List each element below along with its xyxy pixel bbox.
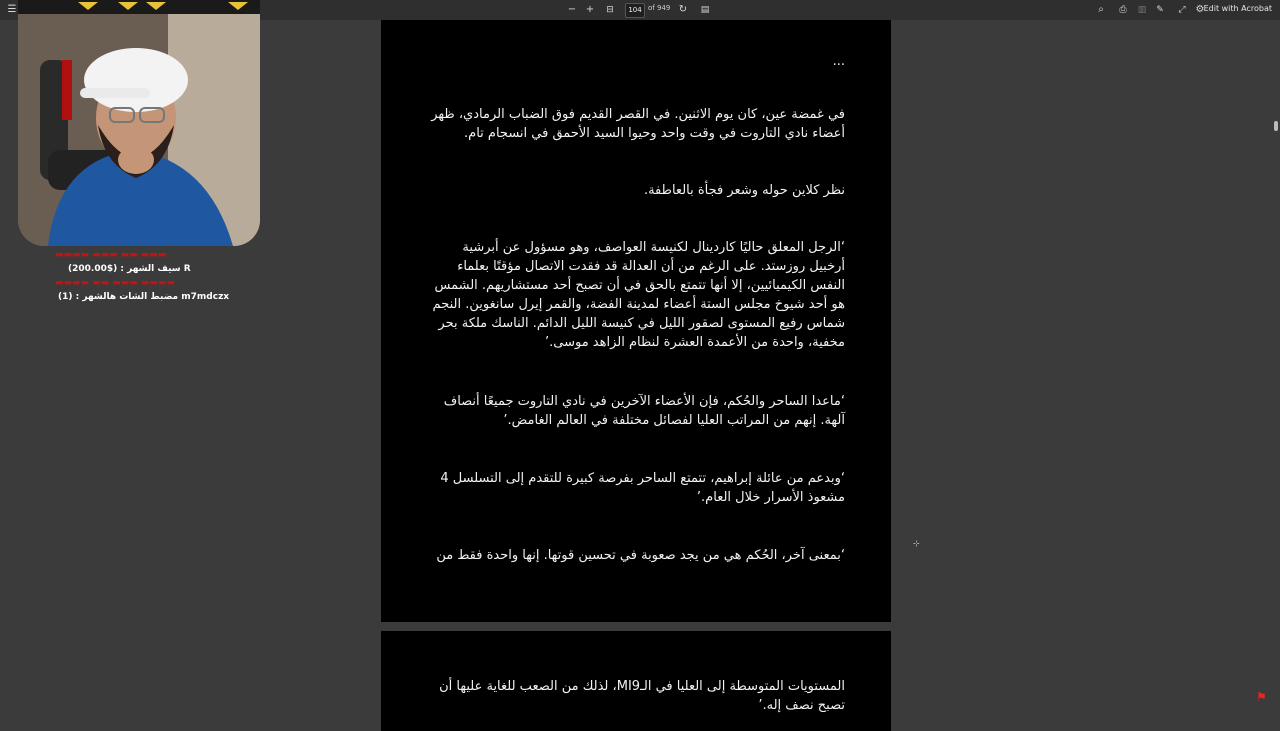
page-view-icon[interactable]: ▤ bbox=[700, 5, 710, 15]
fit-page-icon[interactable]: ⊟ bbox=[606, 5, 614, 15]
scrollbar-thumb[interactable] bbox=[1274, 121, 1278, 131]
annotate-icon[interactable]: ✎ bbox=[1156, 5, 1164, 15]
menu-icon[interactable]: ☰ bbox=[7, 4, 17, 15]
paragraph-4: ‘ماعدا الساحر والحُكم، فإن الأعضاء الآخرين في نادي التاروت جميعًا أنصاف آلهة. إنهم من المراتب العليا لفصائل مختلفة في العالم الغامض.’ bbox=[443, 394, 845, 428]
edit-with-acrobat-button[interactable]: Edit with Acrobat bbox=[1203, 4, 1272, 13]
overlay-red-line: ▬▬▬▬ ▬▬▬ ▬▬ ▬▬▬ bbox=[55, 250, 167, 260]
overlay-chat-moderator: مضبط الشات هالشهر : (1) m7mdczx bbox=[58, 292, 230, 302]
webcam-feed-image bbox=[18, 0, 260, 246]
zoom-out-button[interactable]: − bbox=[567, 4, 577, 15]
print-icon[interactable]: ⎙ bbox=[1119, 5, 1127, 15]
paragraph-2: نظر كلاين حوله وشعر فجأة بالعاطفة. bbox=[643, 183, 845, 198]
paragraph-7: المستويات المتوسطة إلى العليا في الـMI9، لذلك من الصعب للغاية عليها أن تصبح نصف إله.’ bbox=[439, 679, 845, 713]
paragraph-6: ‘بمعنى آخر، الحُكم هي من يجد صعوبة في تحسين قوتها. إنها واحدة فقط من bbox=[436, 548, 845, 563]
overlay-monthly-sword: سيف الشهر : ($200.00) R bbox=[68, 264, 191, 274]
pdf-page-104 bbox=[381, 20, 891, 622]
ellipsis-text: ... bbox=[832, 54, 845, 69]
search-icon[interactable]: ⌕ bbox=[1098, 4, 1104, 15]
fullscreen-icon[interactable]: ⤢ bbox=[1178, 5, 1186, 15]
settings-gear-icon[interactable]: ⚙ bbox=[1195, 4, 1205, 15]
save-icon[interactable]: ▥ bbox=[1137, 5, 1147, 15]
acrobat-logo-icon[interactable]: ⚑ bbox=[1256, 690, 1267, 704]
pdf-page-105 bbox=[381, 631, 891, 731]
stream-overlay bbox=[10, 248, 250, 304]
paragraph-1: في غمضة عين، كان يوم الاثنين. في القصر القديم فوق الضباب الرمادي، ظهر أعضاء نادي التاروت في وقت واحد وحيوا السيد الأحمق في انسجام تام. bbox=[431, 107, 845, 141]
overlay-red-line-2: ▬▬▬▬ ▬▬ ▬▬▬ ▬▬▬▬ bbox=[55, 278, 175, 288]
page-number-input[interactable]: 104 bbox=[625, 3, 645, 18]
rotate-icon[interactable]: ↻ bbox=[678, 4, 688, 15]
paragraph-3: ‘الرجل المعلق حاليًا كاردينال لكنيسة العواصف، وهو مسؤول عن أبرشية أرخبيل روزستد. على الرغم من أن العدالة قد فقدت الاتصال مؤقتًا بعلماء النفس الكيميائيين، إلا أنها تتمتع بالحق في أن تصبح أحد مستشاريهم. الشمس هو أحد شيوخ مجلس الستة أعضاء لمدينة الفضة، والقمر إيرل سانغوين. النجم شماس رفيع المستوى لصقور الليل في كنيسة الليل الدائم. الناسك ملكة بحر مخفية، واحدة من الأعمدة العشرة لنظام الزاهد موسى.’ bbox=[432, 240, 845, 350]
page-total-label: of 949 bbox=[648, 4, 671, 12]
zoom-in-button[interactable]: + bbox=[585, 4, 595, 15]
paragraph-5: ‘وبدعم من عائلة إبراهيم، تتمتع الساحر بفرصة كبيرة للتقدم إلى التسلسل 4 مشعوذ الأسرار خلال العام.’ bbox=[440, 471, 845, 505]
streamer-webcam bbox=[18, 0, 260, 246]
mouse-cursor-icon: ⊹ bbox=[913, 539, 920, 548]
